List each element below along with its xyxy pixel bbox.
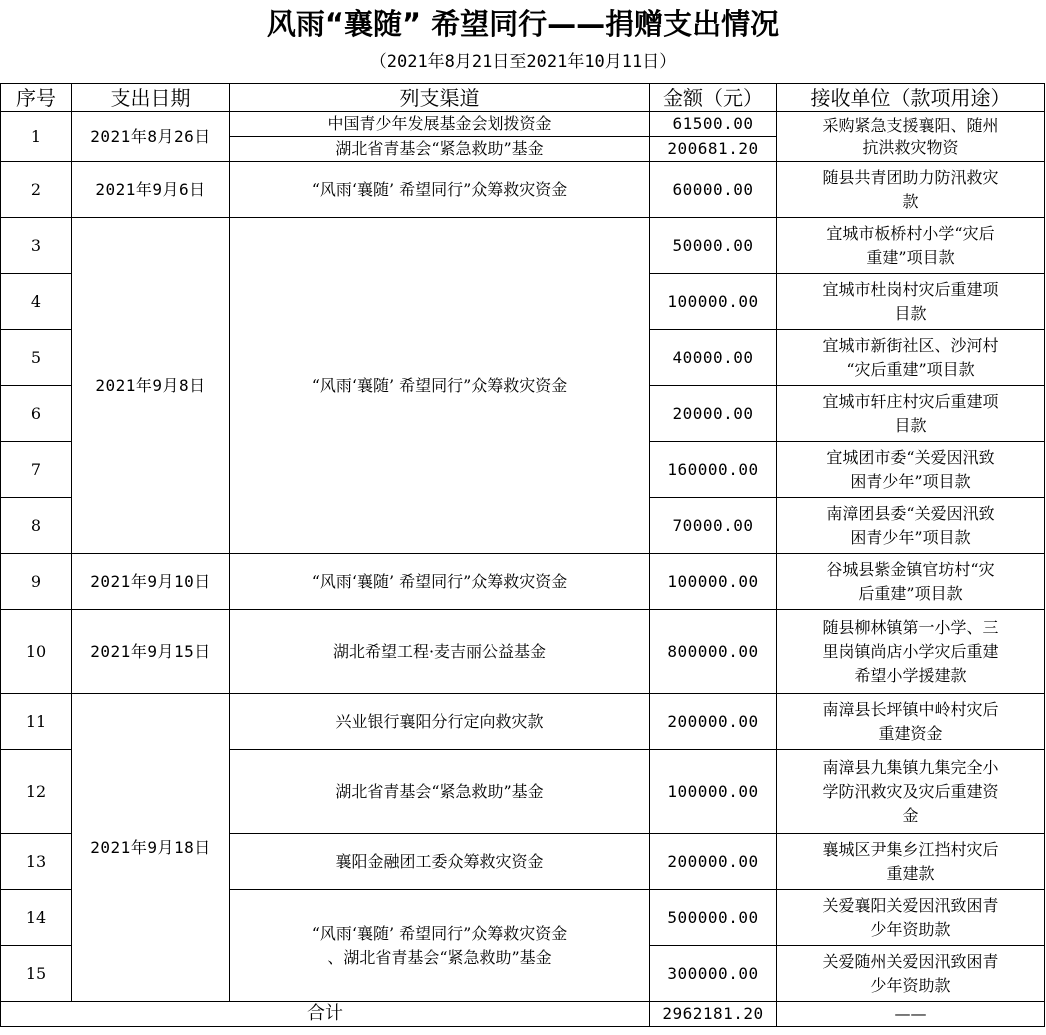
table-row xyxy=(1,694,1045,750)
recipient-line: 宜城团市委“关爱因汛致 xyxy=(826,447,995,467)
cell-channel xyxy=(230,890,650,1002)
cell-amount: 70000.00 xyxy=(650,498,777,554)
cell-amount: 200681.20 xyxy=(650,137,777,162)
cell-date: 2021年9月18日 xyxy=(72,694,230,1002)
cell-date: 2021年9月10日 xyxy=(72,554,230,610)
cell-amount: 200000.00 xyxy=(650,694,777,750)
cell-no: 11 xyxy=(1,694,72,750)
cell-channel: 襄阳金融团工委众筹救灾资金 xyxy=(230,834,650,890)
recipient-line: 学防汛救灾及灾后重建资 xyxy=(822,781,999,801)
header-no: 序号 xyxy=(1,84,72,112)
cell-date: 2021年9月6日 xyxy=(72,162,230,218)
cell-amount: 20000.00 xyxy=(650,386,777,442)
expenditure-table xyxy=(0,83,1045,1027)
cell-channel: 湖北省青基会“紧急救助”基金 xyxy=(230,137,650,162)
cell-channel: “风雨‘襄随’ 希望同行”众筹救灾资金 xyxy=(230,218,650,554)
recipient-line: “灾后重建”项目款 xyxy=(846,359,975,379)
total-amount: 2962181.20 xyxy=(650,1002,777,1027)
header-recipient: 接收单位（款项用途） xyxy=(777,84,1045,112)
cell-no: 7 xyxy=(1,442,72,498)
cell-recipient xyxy=(777,386,1045,442)
cell-no: 15 xyxy=(1,946,72,1002)
cell-recipient xyxy=(777,946,1045,1002)
header-amount: 金额（元） xyxy=(650,84,777,112)
cell-no: 3 xyxy=(1,218,72,274)
recipient-line: 抗洪救灾物资 xyxy=(862,137,959,157)
cell-no: 9 xyxy=(1,554,72,610)
cell-recipient xyxy=(777,274,1045,330)
cell-amount: 40000.00 xyxy=(650,330,777,386)
recipient-line: 宜城市杜岗村灾后重建项 xyxy=(822,279,999,299)
table-row xyxy=(1,554,1045,610)
cell-recipient xyxy=(777,834,1045,890)
cell-recipient xyxy=(777,162,1045,218)
date-range-subtitle: （2021年8月21日至2021年10月11日） xyxy=(369,52,677,72)
recipient-line: 宜城市新街社区、沙河村 xyxy=(822,335,999,355)
cell-no: 4 xyxy=(1,274,72,330)
header-channel: 列支渠道 xyxy=(230,84,650,112)
cell-no: 1 xyxy=(1,112,72,162)
cell-amount: 200000.00 xyxy=(650,834,777,890)
cell-amount: 61500.00 xyxy=(650,112,777,137)
recipient-line: 少年资助款 xyxy=(870,975,951,995)
cell-recipient xyxy=(777,610,1045,694)
recipient-line: 关爱随州关爱因汛致困青 xyxy=(822,951,999,971)
cell-amount: 300000.00 xyxy=(650,946,777,1002)
document-title: 风雨“襄随” 希望同行——捐赠支出情况 xyxy=(266,7,780,41)
recipient-line: 后重建”项目款 xyxy=(858,583,963,603)
cell-channel: “风雨‘襄随’ 希望同行”众筹救灾资金 xyxy=(230,554,650,610)
cell-no: 8 xyxy=(1,498,72,554)
cell-channel: 兴业银行襄阳分行定向救灾款 xyxy=(230,694,650,750)
cell-date: 2021年9月8日 xyxy=(72,218,230,554)
recipient-line: 宜城市轩庄村灾后重建项 xyxy=(822,391,999,411)
cell-amount: 800000.00 xyxy=(650,610,777,694)
table-row xyxy=(1,112,1045,137)
cell-amount: 160000.00 xyxy=(650,442,777,498)
recipient-line: 少年资助款 xyxy=(870,919,951,939)
cell-channel: 湖北希望工程·麦吉丽公益基金 xyxy=(230,610,650,694)
cell-recipient xyxy=(777,554,1045,610)
cell-amount: 50000.00 xyxy=(650,218,777,274)
cell-channel: “风雨‘襄随’ 希望同行”众筹救灾资金 xyxy=(230,162,650,218)
recipient-line: 金 xyxy=(902,805,919,825)
recipient-line: 款 xyxy=(902,191,919,211)
total-label: 合计 xyxy=(1,1002,650,1027)
cell-amount: 500000.00 xyxy=(650,890,777,946)
recipient-line: 目款 xyxy=(894,303,927,323)
recipient-line: 宜城市板桥村小学“灾后 xyxy=(826,223,995,243)
cell-recipient xyxy=(777,694,1045,750)
cell-amount: 100000.00 xyxy=(650,274,777,330)
cell-amount: 100000.00 xyxy=(650,750,777,834)
cell-recipient xyxy=(777,750,1045,834)
recipient-line: 襄城区尹集乡江挡村灾后 xyxy=(822,839,999,859)
recipient-line: 重建款 xyxy=(886,863,935,883)
header-row xyxy=(1,84,1045,112)
recipient-line: 南漳县长坪镇中岭村灾后 xyxy=(822,699,999,719)
recipient-line: 随县共青团助力防汛救灾 xyxy=(822,167,999,187)
cell-no: 14 xyxy=(1,890,72,946)
cell-recipient xyxy=(777,442,1045,498)
cell-channel: 中国青少年发展基金会划拨资金 xyxy=(230,112,650,137)
channel-line: “风雨‘襄随’ 希望同行”众筹救灾资金 xyxy=(311,923,568,943)
cell-channel: 湖北省青基会“紧急救助”基金 xyxy=(230,750,650,834)
recipient-line: 里岗镇尚店小学灾后重建 xyxy=(822,641,999,661)
recipient-line: 关爱襄阳关爱因汛致困青 xyxy=(822,895,999,915)
cell-amount: 60000.00 xyxy=(650,162,777,218)
recipient-line: 目款 xyxy=(894,415,927,435)
recipient-line: 困青少年”项目款 xyxy=(850,471,971,491)
recipient-line: 采购紧急支援襄阳、随州 xyxy=(822,115,999,135)
channel-line: 、湖北省青基会“紧急救助”基金 xyxy=(327,947,552,967)
cell-no: 13 xyxy=(1,834,72,890)
recipient-line: 南漳团县委“关爱因汛致 xyxy=(826,503,995,523)
cell-no: 6 xyxy=(1,386,72,442)
cell-no: 12 xyxy=(1,750,72,834)
recipient-line: 谷城县紫金镇官坊村“灾 xyxy=(826,559,995,579)
cell-recipient xyxy=(777,218,1045,274)
total-recipient: —— xyxy=(777,1002,1045,1027)
table-row xyxy=(1,162,1045,218)
header-date: 支出日期 xyxy=(72,84,230,112)
recipient-line: 希望小学援建款 xyxy=(854,665,967,685)
recipient-line: 重建资金 xyxy=(878,723,943,743)
table-row xyxy=(1,218,1045,274)
cell-amount: 100000.00 xyxy=(650,554,777,610)
cell-recipient xyxy=(777,330,1045,386)
recipient-line: 南漳县九集镇九集完全小 xyxy=(822,757,999,777)
recipient-line: 困青少年”项目款 xyxy=(850,527,971,547)
cell-recipient xyxy=(777,498,1045,554)
recipient-line: 随县柳林镇第一小学、三 xyxy=(822,617,999,637)
total-row xyxy=(1,1002,1045,1027)
recipient-line: 重建”项目款 xyxy=(866,247,955,267)
cell-recipient xyxy=(777,112,1045,162)
cell-no: 10 xyxy=(1,610,72,694)
cell-recipient xyxy=(777,890,1045,946)
cell-date: 2021年8月26日 xyxy=(72,112,230,162)
cell-date: 2021年9月15日 xyxy=(72,610,230,694)
cell-no: 5 xyxy=(1,330,72,386)
table-row xyxy=(1,610,1045,694)
cell-no: 2 xyxy=(1,162,72,218)
